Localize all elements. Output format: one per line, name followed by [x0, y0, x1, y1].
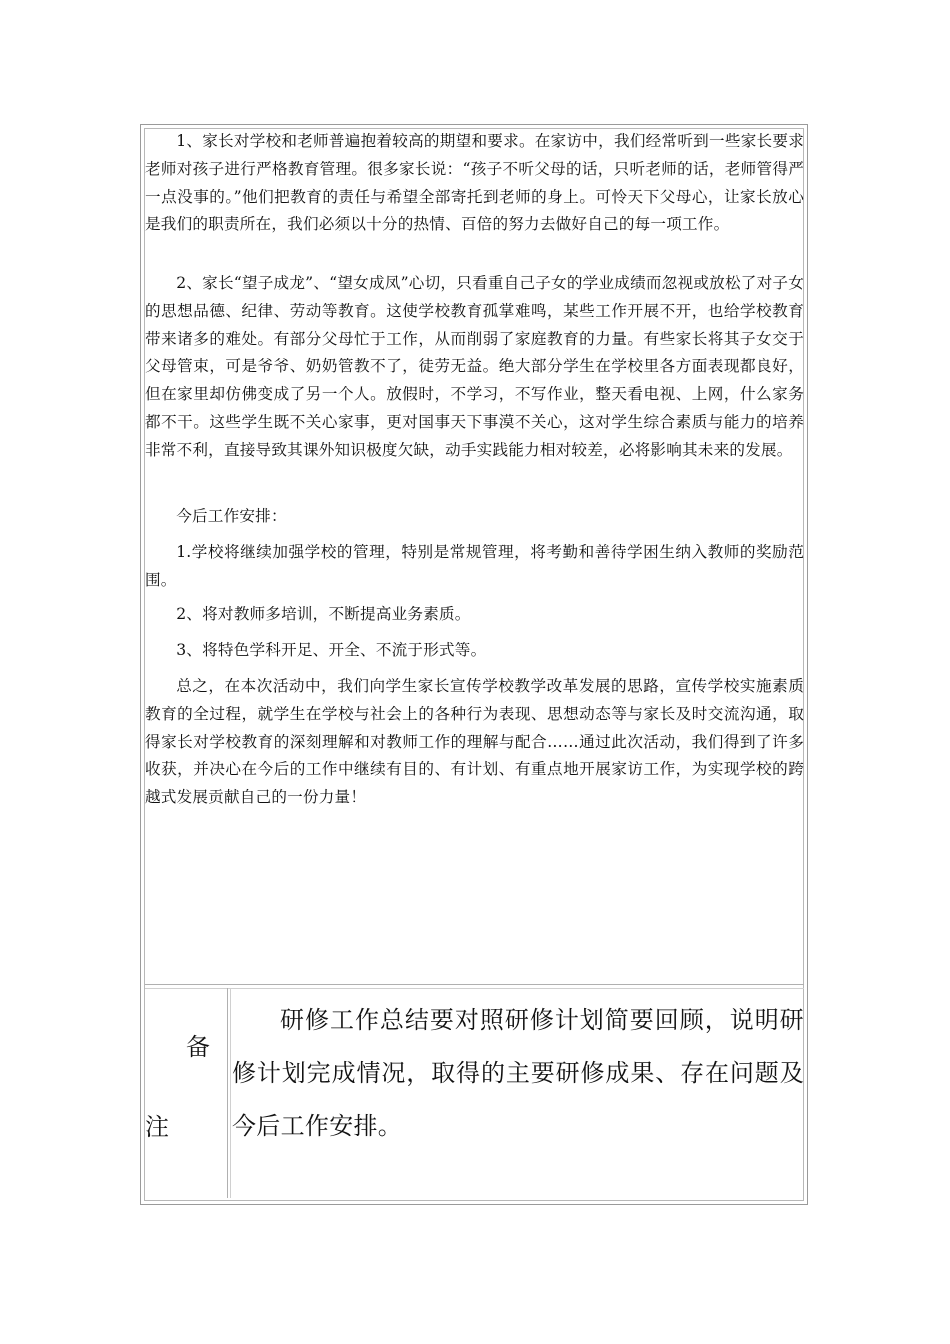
paragraph-conclusion: 总之，在本次活动中，我们向学生家长宣传学校教学改革发展的思路，宣传学校实施素质教育的全过程，就学生在学校与社会上的各种行为表现、思想动态等与家长及时交流沟通，取得家长对学校教育的深刻理解和对教师工作的理解与配合……通过此次活动，我们得到了许多收获，并决心在今后的工作中继续有目的、有计划、有重点地开展家访工作，为实现学校的跨越式发展贡献自己的一份力量！ [145, 677, 804, 807]
paragraph-parent-issues: 2、家长“望子成龙”、“望女成凤”心切，只看重自己子女的学业成绩而忽视或放松了对子女的思想品德、纪律、劳动等教育。这使学校教育孤掌难鸣，某些工作开展不开，也给学校教育带来诸多的难处。有部分父母忙于工作，从而削弱了家庭教育的力量。有些家长将其子女交于父母管束，可是爷爷、奶奶管教不了，徒劳无益。绝大部分学生在学校里各方面表现都良好，但在家里却仿佛变成了另一个人。放假时，不学习，不写作业，整天看电视、上网，什么家务都不干。这些学生既不关心家事，更对国事天下事漠不关心，这对学生综合素质与能力的培养非常不利，直接导致其课外知识极度欠缺，动手实践能力相对较差，必将影响其未来的发展。 [145, 274, 804, 459]
notes-column-divider [230, 988, 231, 1198]
paragraph-parent-expectations: 1、家长对学校和老师普遍抱着较高的期望和要求。在家访中，我们经常听到一些家长要求老师对孩子进行严格教育管理。很多家长说：“孩子不听父母的话，只听老师的话，老师管得严一点没事的。”他们把教育的责任与希望全部寄托到老师的身上。可怜天下父母心，让家长放心是我们的职责所在，我们必须以十分的热情、百倍的努力去做好自己的每一项工作。 [145, 132, 804, 234]
notes-label-cell [145, 988, 228, 1198]
row-divider-inner [145, 988, 804, 989]
notes-label-char-1: 备 [186, 1033, 210, 1061]
paragraph-plan-item-1: 1.学校将继续加强学校的管理，特别是常规管理，将考勤和善待学困生纳入教师的奖励范围。 [145, 543, 804, 589]
paragraph-plan-item-2: 2、将对教师多培训，不断提高业务素质。 [176, 605, 471, 623]
paragraph-future-plan-heading: 今后工作安排： [176, 507, 287, 525]
row-divider [145, 984, 804, 985]
notes-label-char-2: 注 [145, 1113, 169, 1141]
notes-text: 研修工作总结要对照研修计划简要回顾，说明研修计划完成情况，取得的主要研修成果、存在问题及今后工作安排。 [232, 1006, 804, 1140]
paragraph-plan-item-3: 3、将特色学科开足、开全、不流于形式等。 [176, 641, 487, 659]
summary-content-cell [145, 128, 804, 984]
